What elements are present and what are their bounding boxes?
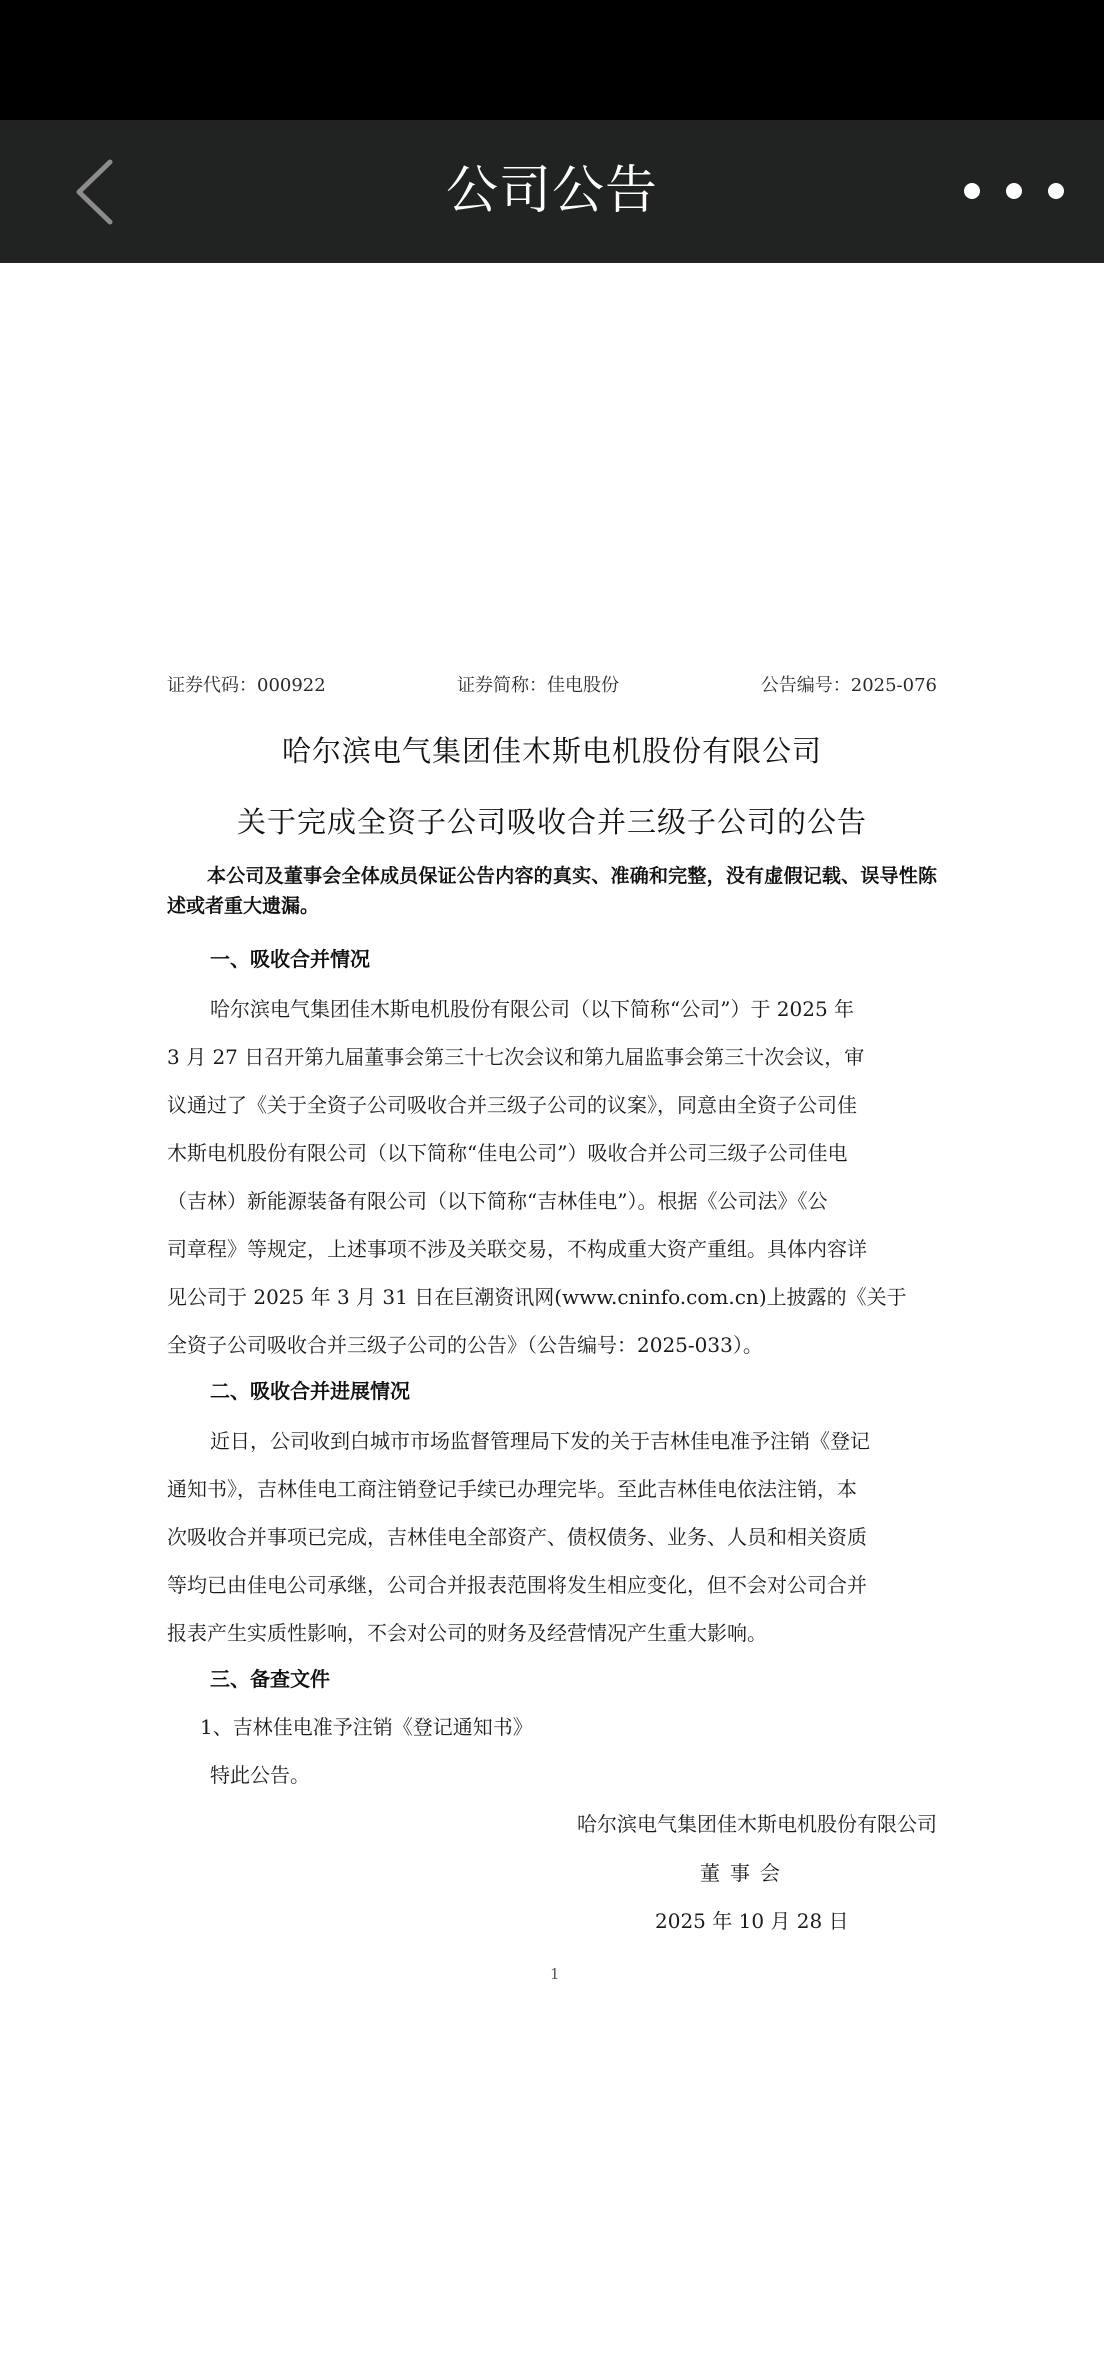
paragraph-line: 报表产生实质性影响，不会对公司的财务及经营情况产生重大影响。 xyxy=(167,1621,767,1645)
more-horizontal-icon xyxy=(1006,183,1022,199)
chevron-left-icon xyxy=(55,142,135,242)
paragraph-line: 司章程》等规定，上述事项不涉及关联交易，不构成重大资产重组。具体内容详 xyxy=(167,1237,867,1261)
paragraph-line: 通知书》，吉林佳电工商注销登记手续已办理完毕。至此吉林佳电依法注销，本 xyxy=(167,1477,857,1501)
more-horizontal-icon xyxy=(1048,183,1064,199)
paragraph-line: 木斯电机股份有限公司（以下简称“佳电公司”）吸收合并公司三级子公司佳电 xyxy=(167,1141,848,1165)
more-horizontal-icon xyxy=(964,183,980,199)
declaration-statement: 本公司及董事会全体成员保证公告内容的真实、准确和完整，没有虚假记载、误导性陈述或者重大遗漏。 xyxy=(167,865,937,917)
announcement-title: 关于完成全资子公司吸收合并三级子公司的公告 xyxy=(236,805,867,839)
paragraph-line: 哈尔滨电气集团佳木斯电机股份有限公司（以下简称“公司”）于 2025 年 xyxy=(210,997,855,1021)
section-heading-1: 一、吸收合并情况 xyxy=(210,947,370,971)
closing-statement: 特此公告。 xyxy=(210,1763,310,1787)
nav-bar xyxy=(0,120,1104,263)
page-number: 1 xyxy=(550,1965,560,1983)
paragraph-line: 见公司于 2025 年 3 月 31 日在巨潮资讯网(www.cninfo.com.cn)上披露的《关于 xyxy=(167,1285,907,1309)
signature-date: 2025 年 10 月 28 日 xyxy=(655,1909,849,1933)
section-heading-3: 三、备查文件 xyxy=(210,1667,330,1691)
paragraph-line: 等均已由佳电公司承继，公司合并报表范围将发生相应变化，但不会对公司合并 xyxy=(167,1573,867,1597)
paragraph-line: 3 月 27 日召开第九届董事会第三十七次会议和第九届监事会第三十次会议，审 xyxy=(167,1045,865,1069)
signature-company: 哈尔滨电气集团佳木斯电机股份有限公司 xyxy=(577,1812,937,1836)
signature-board: 董事会 xyxy=(700,1861,790,1885)
reference-document-item: 1、吉林佳电准予注销《登记通知书》 xyxy=(200,1715,533,1739)
section-heading-2: 二、吸收合并进展情况 xyxy=(210,1379,410,1403)
section-2-paragraph xyxy=(167,1417,937,1657)
paragraph-line: 次吸收合并事项已完成，吉林佳电全部资产、债权债务、业务、人员和相关资质 xyxy=(167,1525,867,1549)
paragraph-line: 议通过了《关于全资子公司吸收合并三级子公司的议案》，同意由全资子公司佳 xyxy=(167,1093,857,1117)
back-button[interactable] xyxy=(55,142,135,242)
stock-code: 证券代码：000922 xyxy=(167,675,326,696)
stock-abbreviation: 证券简称：佳电股份 xyxy=(457,675,619,696)
section-1-paragraph xyxy=(167,985,937,1369)
document-viewer[interactable] xyxy=(0,263,1104,2376)
paragraph-line: （吉林）新能源装备有限公司（以下简称“吉林佳电”）。根据《公司法》《公 xyxy=(167,1189,828,1213)
announcement-number: 公告编号：2025-076 xyxy=(760,675,937,696)
document-meta-row xyxy=(167,671,937,699)
status-bar xyxy=(0,0,1104,120)
paragraph-line: 近日，公司收到白城市市场监督管理局下发的关于吉林佳电准予注销《登记 xyxy=(210,1429,870,1453)
more-options-button[interactable] xyxy=(964,166,1064,216)
company-title: 哈尔滨电气集团佳木斯电机股份有限公司 xyxy=(281,734,822,768)
page-title: 公司公告 xyxy=(445,161,658,221)
paragraph-line: 全资子公司吸收合并三级子公司的公告》（公告编号：2025-033）。 xyxy=(167,1333,763,1357)
